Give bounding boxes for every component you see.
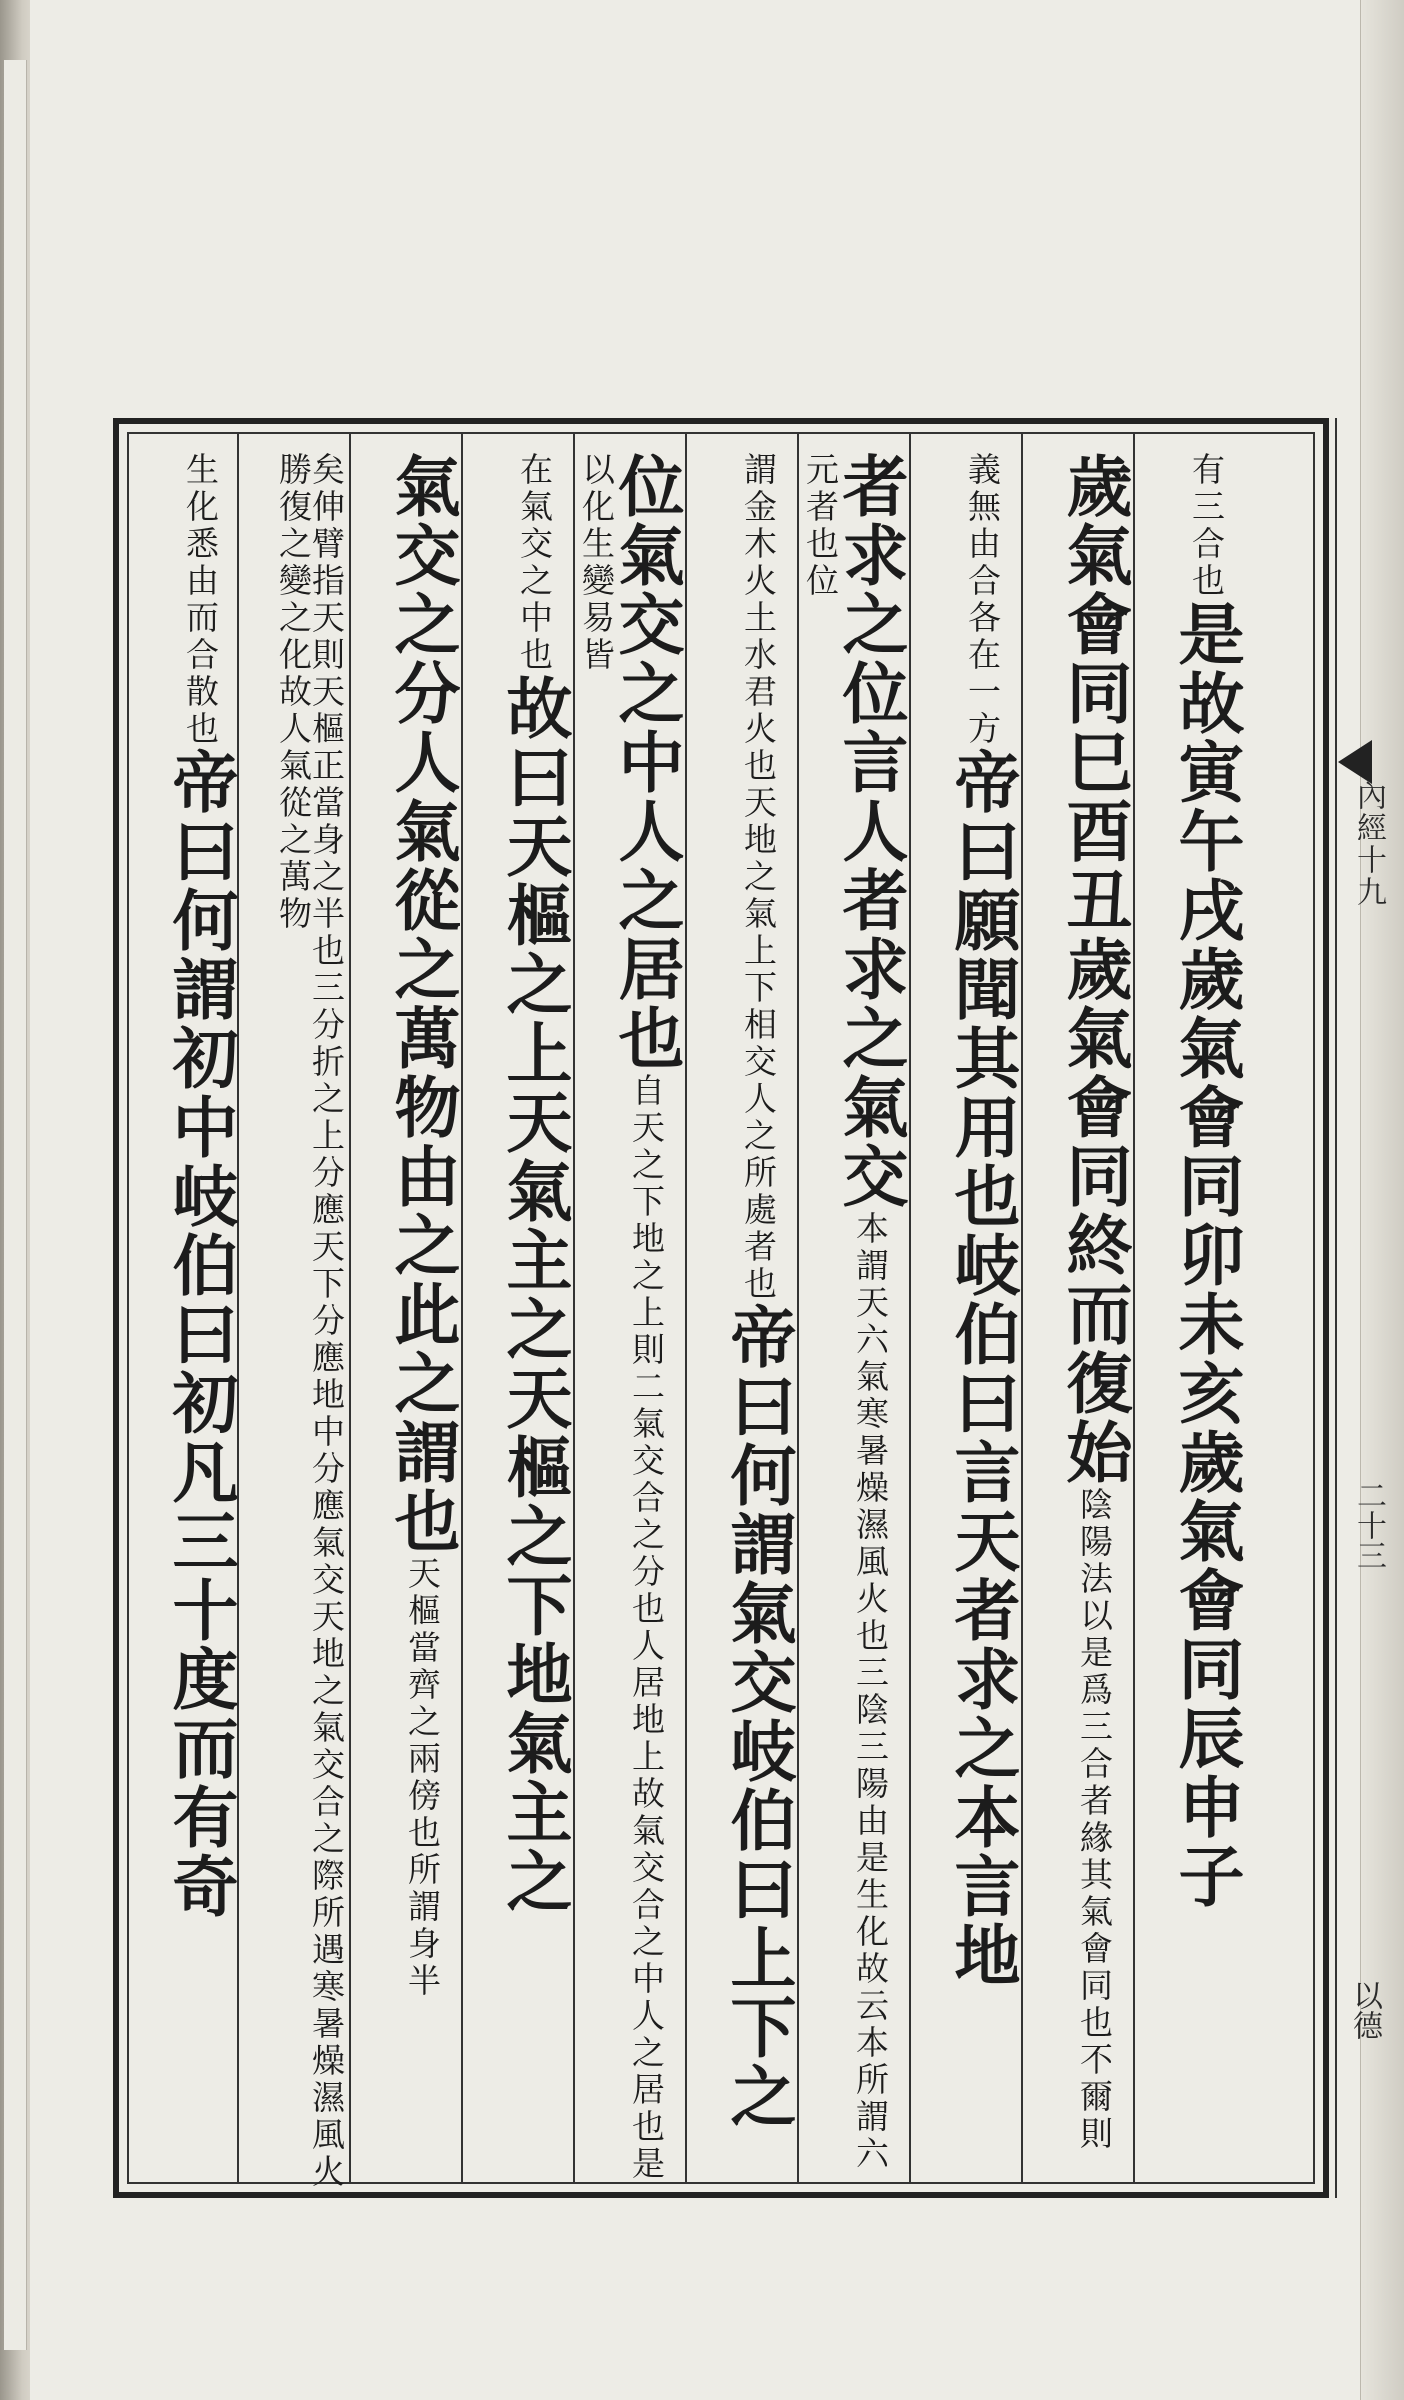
text-column-6 [577,452,685,2192]
annotation-text: 在氣交之中也 [515,452,554,674]
column-rule [1133,434,1135,2182]
annotation-text: 陰陽法以是爲三合者緣其氣會同也不爾則 [1075,1487,1114,2153]
main-text: 故曰天樞之上天氣主之天樞之下地氣主之 [495,674,573,1916]
column-rule [797,434,799,2182]
text-column-7 [467,452,573,2192]
column-rule [1021,434,1023,2182]
text-column-10 [133,452,239,2192]
annotation-text: 有三合也 [1187,452,1226,600]
text-column-1 [1139,452,1245,2192]
main-text: 是故寅午戌歲氣會同卯未亥歲氣會同辰申子 [1167,600,1245,1911]
text-column-9 [243,452,346,2192]
column-rule [349,434,351,2182]
main-text: 位氣交之中人之居也 [607,452,685,1073]
text-frame [113,418,1329,2198]
main-text: 氣交之分人氣從之萬物由之此之謂也 [383,452,461,1556]
text-column-3 [915,452,1021,2192]
annotation-text: 本謂天六氣寒暑燥濕風火也三陰三陽由是生化故云本所謂六元者也位 [801,452,890,2173]
column-rule [461,434,463,2182]
text-column-5 [691,452,797,2192]
fold-bottom-text: 以德 [1347,1980,1382,2040]
text-column-2 [1027,452,1133,2192]
fold-page-number: 二十三 [1351,1480,1386,1570]
center-fold [1335,418,1381,2198]
main-text: 帝曰何謂初中岐伯曰初凡三十度而有奇 [161,748,239,1921]
fold-title: 內經十九 [1351,780,1386,908]
annotation-text: 生化悉由而合散也 [181,452,220,748]
annotation-text: 矣伸臂指天則天樞正當身之半也三分折之上分應天下分應地中分應氣交天地之氣交合之際所遇寒暑燥濕風火勝復之變之化故人氣從之萬物 [274,452,346,2191]
annotation-text: 義無由合各在一方 [963,452,1002,748]
main-text: 歲氣會同巳酉丑歲氣會同終而復始 [1055,452,1133,1487]
main-text: 者求之位言人者求之氣交 [831,452,909,1211]
text-column-8 [355,452,461,2192]
annotation-text: 天樞當齊之兩傍也所謂身半 [403,1556,442,2000]
left-page-edge-inner [4,60,27,2350]
main-text: 帝曰願聞其用也岐伯曰言天者求之本言地 [943,748,1021,1990]
fish-tail-mark-icon [1338,740,1372,784]
text-column-4 [801,452,909,2192]
column-rule [909,434,911,2182]
text-frame-inner [127,432,1315,2191]
annotation-text: 謂金木火土水君火也天地之氣上下相交人之所處者也 [739,452,778,1303]
column-rule [685,434,687,2182]
main-text: 帝曰何謂氣交岐伯曰上下之 [719,1303,797,2131]
annotation-text: 自天之下地之上則二氣交合之分也人居地上故氣交合之中人之居也是以化生變易皆 [577,452,666,2183]
column-rule [573,434,575,2182]
